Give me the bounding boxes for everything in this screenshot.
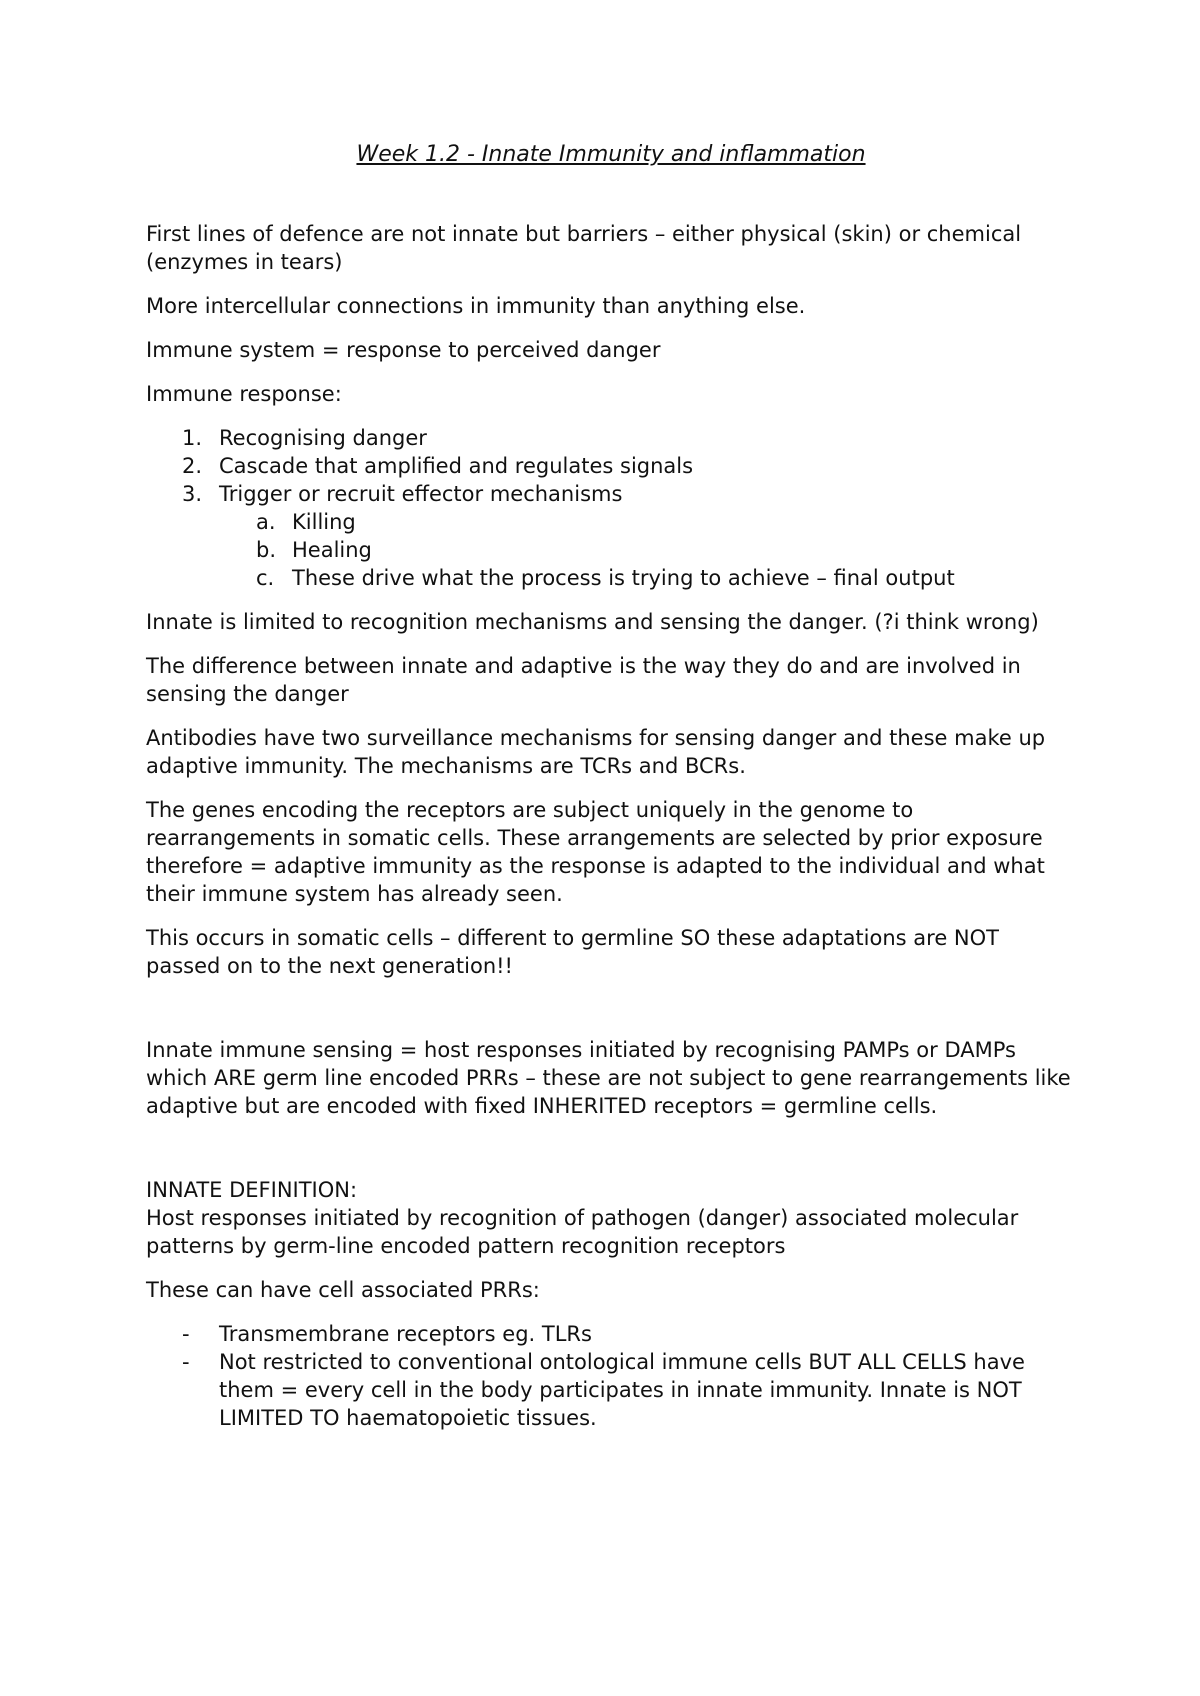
list-item xyxy=(146,1320,1076,1348)
list-item xyxy=(146,480,1076,508)
paragraph-antibodies: Antibodies have two surveillance mechanisms for sensing danger and these make up adaptive immunity. The mechanisms are TCRs and BCRs. xyxy=(146,726,1046,778)
list-item-text: Transmembrane receptors eg. TLRs xyxy=(219,1322,592,1346)
paragraph-difference: The difference between innate and adaptive is the way they do and are involved in sensing the danger xyxy=(146,654,1021,706)
list-marker: a. xyxy=(256,510,276,534)
list-marker: 2. xyxy=(182,454,203,478)
immune-response-list xyxy=(146,424,1076,592)
list-marker: - xyxy=(182,1322,190,1346)
sublist-item xyxy=(146,508,1076,536)
list-item-text: Killing xyxy=(292,510,356,534)
sublist-item xyxy=(146,536,1076,564)
sublist-container xyxy=(146,508,1076,592)
paragraph-immune-response: Immune response: xyxy=(146,382,342,406)
list-item-text: These drive what the process is trying to achieve – final output xyxy=(292,566,955,590)
sublist-item xyxy=(146,564,1076,592)
paragraph-barriers: First lines of defence are not innate but barriers – either physical (skin) or chemical (enzymes in tears) xyxy=(146,222,1022,274)
list-marker: c. xyxy=(256,566,275,590)
list-item-text: Healing xyxy=(292,538,372,562)
blank-line xyxy=(146,996,1076,1036)
paragraph-immune-system: Immune system = response to perceived danger xyxy=(146,338,661,362)
definition-heading: INNATE DEFINITION: xyxy=(146,1178,358,1202)
list-marker: 1. xyxy=(182,426,203,450)
list-item-text: Trigger or recruit effector mechanisms xyxy=(219,482,623,506)
list-marker: 3. xyxy=(182,482,203,506)
list-item xyxy=(146,424,1076,452)
list-item-text: Cascade that amplified and regulates signals xyxy=(219,454,694,478)
paragraph-intercellular: More intercellular connections in immunity than anything else. xyxy=(146,294,806,318)
list-marker: - xyxy=(182,1350,190,1374)
paragraph-innate-sensing: Innate immune sensing = host responses initiated by recognising PAMPs or DAMPs which ARE germ line encoded PRRs – these are not subject to gene rearrangements like adaptive but are encoded with fixed INHERITED receptors = germline cells. xyxy=(146,1038,1071,1118)
paragraph-genes: The genes encoding the receptors are subject uniquely in the genome to rearrangements in somatic cells. These arrangements are selected by prior exposure therefore = adaptive immunity as the response is adapted to the individual and what their immune system has already seen. xyxy=(146,798,1045,906)
effector-sublist xyxy=(146,508,1076,592)
prr-list xyxy=(146,1320,1076,1432)
document-page xyxy=(146,130,1076,1448)
paragraph-innate-limited: Innate is limited to recognition mechanisms and sensing the danger. (?i think wrong) xyxy=(146,610,1039,634)
list-marker: b. xyxy=(256,538,277,562)
document-body xyxy=(146,220,1076,1432)
list-item xyxy=(146,1348,1076,1432)
paragraph-prrs: These can have cell associated PRRs: xyxy=(146,1278,540,1302)
definition-body: Host responses initiated by recognition of pathogen (danger) associated molecular patterns by germ-line encoded pattern recognition receptors xyxy=(146,1206,1019,1258)
list-item xyxy=(146,452,1076,480)
list-item-text: Not restricted to conventional ontological immune cells BUT ALL CELLS have them = every cell in the body participates in innate immunity. Innate is NOT LIMITED TO haematopoietic tissues. xyxy=(219,1350,1025,1430)
paragraph-somatic: This occurs in somatic cells – different to germline SO these adaptations are NOT passed on to the next generation!! xyxy=(146,926,999,978)
blank-line xyxy=(146,1136,1076,1176)
list-item-text: Recognising danger xyxy=(219,426,427,450)
page-title: Week 1.2 - Innate Immunity and inflammation xyxy=(356,142,866,167)
